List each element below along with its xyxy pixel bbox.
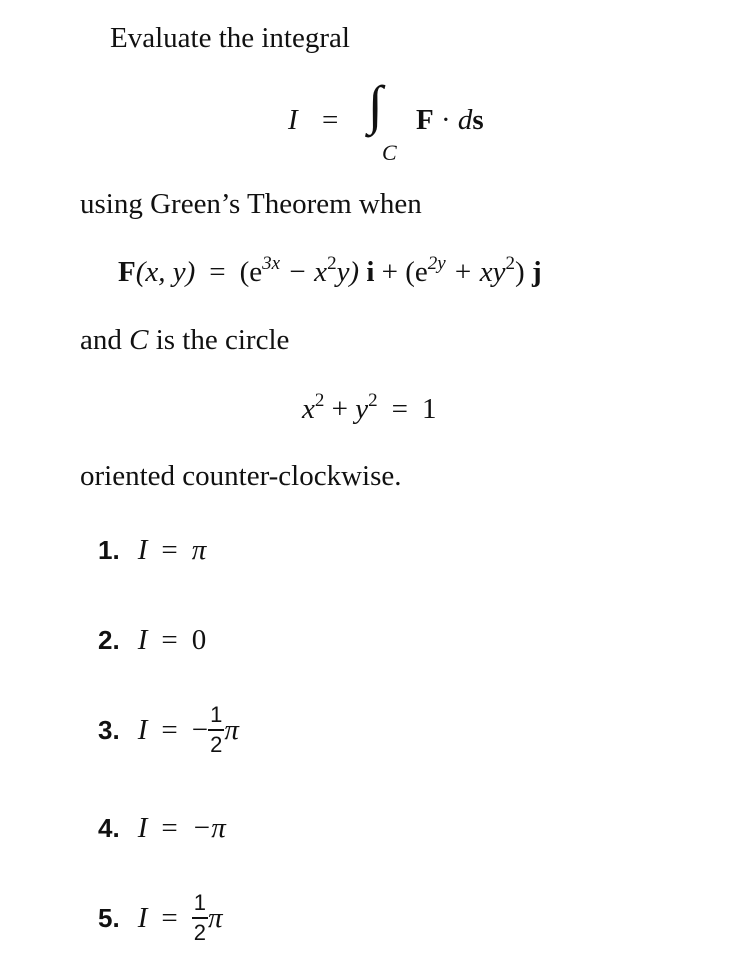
option-equals: = bbox=[161, 534, 178, 566]
fraction-numerator: 1 bbox=[193, 890, 206, 915]
d-symbol: d bbox=[457, 104, 473, 136]
field-equals: = bbox=[209, 256, 226, 288]
fraction-numerator: 1 bbox=[210, 702, 223, 727]
field-e4: 2 bbox=[505, 253, 516, 274]
integral-subscript: C bbox=[382, 140, 397, 165]
fraction-denominator: 2 bbox=[193, 920, 206, 945]
fraction-denominator: 2 bbox=[210, 732, 223, 757]
option-number: 3. bbox=[98, 714, 120, 745]
integral-sign: ∫ bbox=[368, 75, 383, 135]
option-number: 5. bbox=[98, 902, 120, 933]
circle-plus: + bbox=[324, 393, 356, 425]
option-5[interactable] bbox=[98, 892, 223, 944]
circle-ey: 2 bbox=[368, 390, 378, 411]
field-p4: + (e bbox=[374, 256, 428, 288]
circle-ex: 2 bbox=[314, 390, 325, 411]
field-definition bbox=[118, 253, 542, 289]
circle-equation bbox=[302, 390, 437, 426]
option-pi: π bbox=[224, 713, 239, 746]
option-1[interactable] bbox=[98, 534, 206, 567]
using-text: using Green’s Theorem when bbox=[80, 188, 422, 220]
option-pi: π bbox=[207, 901, 223, 934]
option-equals: = bbox=[161, 901, 178, 934]
option-i: I bbox=[137, 534, 148, 566]
orientation-text: oriented counter-clockwise. bbox=[80, 460, 402, 492]
option-equals: = bbox=[161, 624, 178, 656]
integral-integrand bbox=[416, 104, 484, 137]
intro-text: Evaluate the integral bbox=[110, 22, 350, 54]
option-value: π bbox=[191, 534, 207, 566]
option-value: 0 bbox=[191, 624, 207, 656]
option-i: I bbox=[137, 624, 148, 656]
field-p2: − x bbox=[280, 256, 328, 288]
field-p1: (e bbox=[239, 256, 263, 288]
field-e1: 3x bbox=[262, 253, 281, 274]
curve-pre: and bbox=[80, 324, 130, 356]
option-4[interactable] bbox=[98, 812, 226, 845]
option-i: I bbox=[137, 713, 148, 746]
option-value: −π bbox=[191, 812, 226, 844]
circle-x: x bbox=[302, 393, 315, 425]
option-sign: − bbox=[191, 713, 209, 746]
circle-y: y bbox=[355, 393, 369, 425]
unit-i: i bbox=[366, 256, 375, 288]
curve-text bbox=[80, 324, 289, 357]
option-2[interactable] bbox=[98, 624, 206, 657]
option-3[interactable] bbox=[98, 704, 239, 756]
unit-j: j bbox=[531, 256, 542, 288]
vector-s: s bbox=[472, 104, 484, 136]
option-i: I bbox=[137, 901, 148, 934]
option-number: 1. bbox=[98, 535, 120, 565]
field-e3: 2y bbox=[427, 253, 446, 274]
option-equals: = bbox=[161, 713, 178, 746]
option-number: 4. bbox=[98, 813, 120, 843]
option-number: 2. bbox=[98, 625, 120, 655]
field-f: F bbox=[118, 256, 136, 288]
fraction-bar bbox=[192, 917, 208, 919]
field-e2: 2 bbox=[327, 253, 337, 274]
field-p6: ) bbox=[515, 256, 532, 288]
option-fraction bbox=[208, 704, 224, 756]
curve-post: is the circle bbox=[148, 324, 290, 356]
curve-c: C bbox=[129, 324, 149, 356]
integral-lhs: I bbox=[288, 104, 298, 136]
option-i: I bbox=[137, 812, 148, 844]
vector-f: F bbox=[416, 104, 434, 136]
field-args: (x, y) bbox=[135, 256, 196, 288]
option-equals: = bbox=[161, 812, 178, 844]
circle-equals: = bbox=[391, 393, 408, 425]
field-p5: + xy bbox=[445, 256, 506, 288]
circle-rhs: 1 bbox=[421, 393, 437, 425]
fraction-bar bbox=[208, 729, 224, 731]
option-fraction bbox=[192, 892, 208, 944]
field-p3: y) bbox=[336, 256, 367, 288]
integral-equals: = bbox=[322, 104, 339, 136]
dot-operator: · bbox=[440, 104, 451, 136]
